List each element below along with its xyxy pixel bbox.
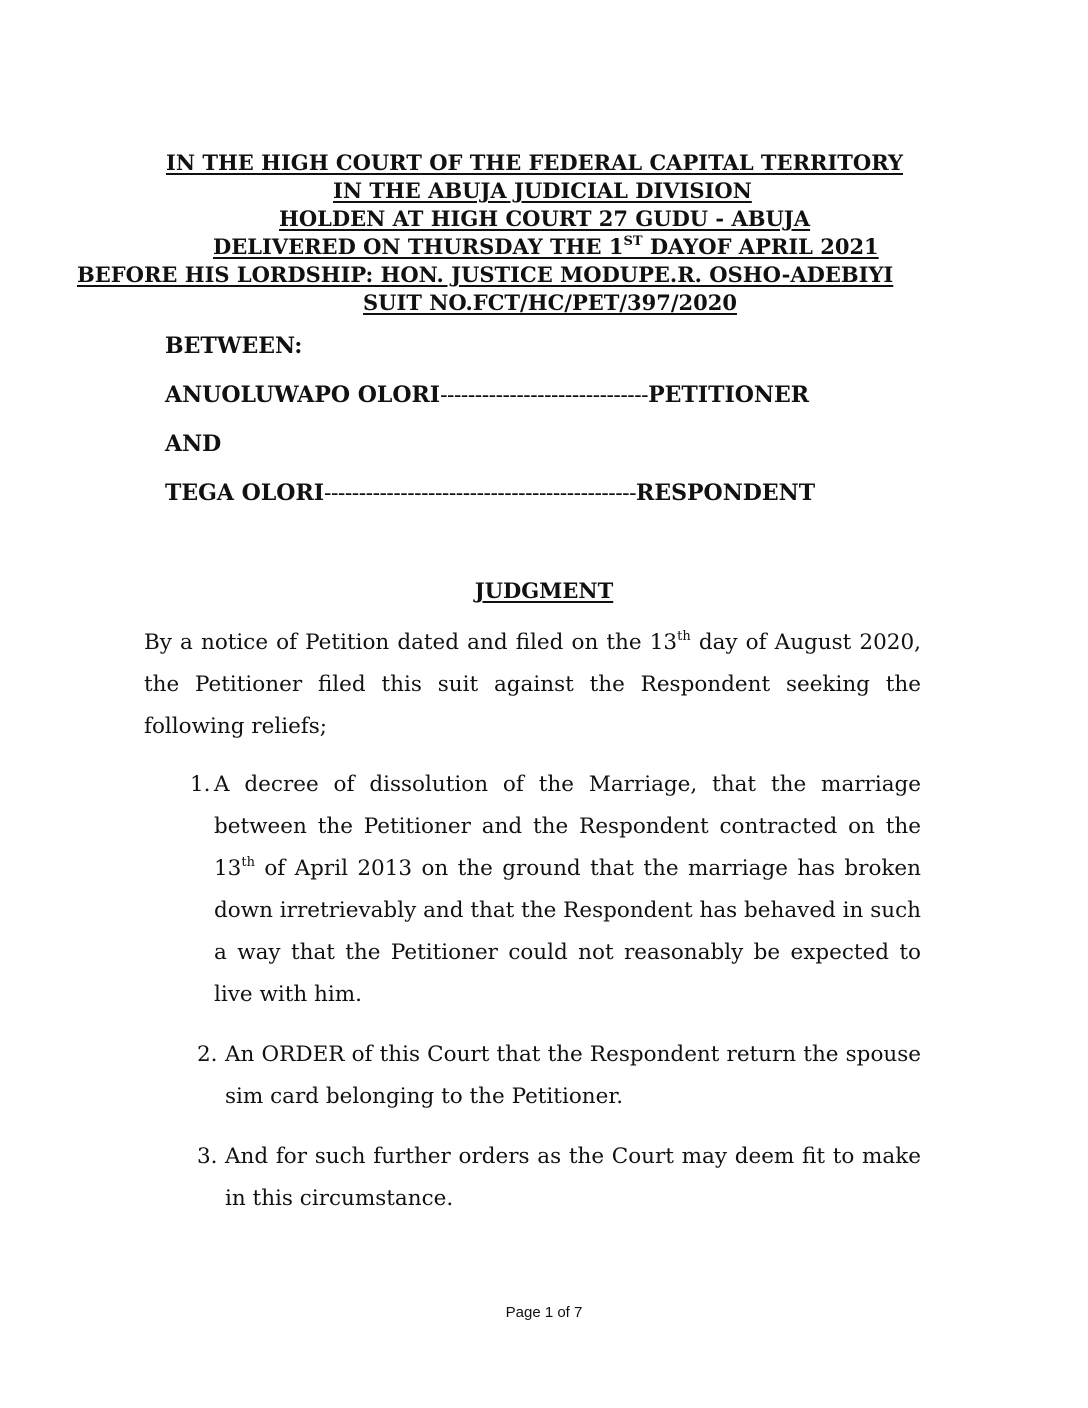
suit-number: SUIT NO.FCT/HC/PET/397/2020 (363, 290, 738, 315)
respondent-role: RESPONDENT (636, 480, 816, 506)
petitioner-role: PETITIONER (648, 382, 810, 408)
and-label: AND (165, 431, 222, 457)
relief-1-post: of April 2013 on the ground that the marriage has broken down irretrievably and that the Respondent has behaved in such a way that the Petitioner could not reasonably be expected to live with him. (214, 856, 921, 1007)
relief-1-sup: th (241, 855, 255, 870)
relief-item-2 (197, 1034, 921, 1118)
judgment-title: JUDGMENT (474, 578, 614, 603)
delivery-date-pre: DELIVERED ON THURSDAY THE 1 (213, 234, 624, 259)
delivery-date-sup: ST (623, 234, 643, 249)
judgment-intro (144, 622, 921, 748)
relief-3-text: And for such further orders as the Court may deem fit to make in this circumstance. (225, 1144, 921, 1211)
delivery-date-post: DAYOF APRIL 2021 (642, 234, 879, 259)
judicial-division: IN THE ABUJA JUDICIAL DIVISION (333, 178, 752, 203)
presiding-judge: BEFORE HIS LORDSHIP: HON. JUSTICE MODUPE.R. OSHO-ADEBIYI (77, 262, 894, 287)
page-number: Page 1 of 7 (505, 1304, 583, 1321)
relief-item-3 (197, 1136, 921, 1220)
delivery-date (213, 234, 879, 260)
court-location: HOLDEN AT HIGH COURT 27 GUDU - ABUJA (279, 206, 811, 231)
relief-number: 3. (197, 1144, 218, 1169)
relief-item-1 (190, 764, 921, 1016)
court-name: IN THE HIGH COURT OF THE FEDERAL CAPITAL TERRITORY (166, 150, 904, 175)
relief-2-text: An ORDER of this Court that the Respondent return the spouse sim card belonging to the Petitioner. (225, 1042, 921, 1109)
respondent-line (165, 479, 815, 508)
petitioner-name: ANUOLUWAPO OLORI (165, 382, 441, 408)
relief-1-pre: A decree of dissolution of the Marriage, that the marriage between the Petitioner and the Respondent contracted on the 13 (214, 772, 921, 881)
intro-post: day of August 2020, the Petitioner filed this suit against the Respondent seeking the following reliefs; (144, 630, 921, 739)
intro-pre: By a notice of Petition dated and filed on the 13 (144, 630, 678, 655)
relief-number: 1. (190, 772, 211, 797)
respondent-name: TEGA OLORI (165, 480, 325, 506)
relief-number: 2. (197, 1042, 218, 1067)
petitioner-line (165, 381, 809, 410)
between-label: BETWEEN: (165, 333, 303, 359)
intro-sup: th (677, 629, 691, 644)
petitioner-dashes: ------------------------------ (440, 383, 649, 408)
respondent-dashes: --------------------------------------------- (324, 481, 637, 506)
